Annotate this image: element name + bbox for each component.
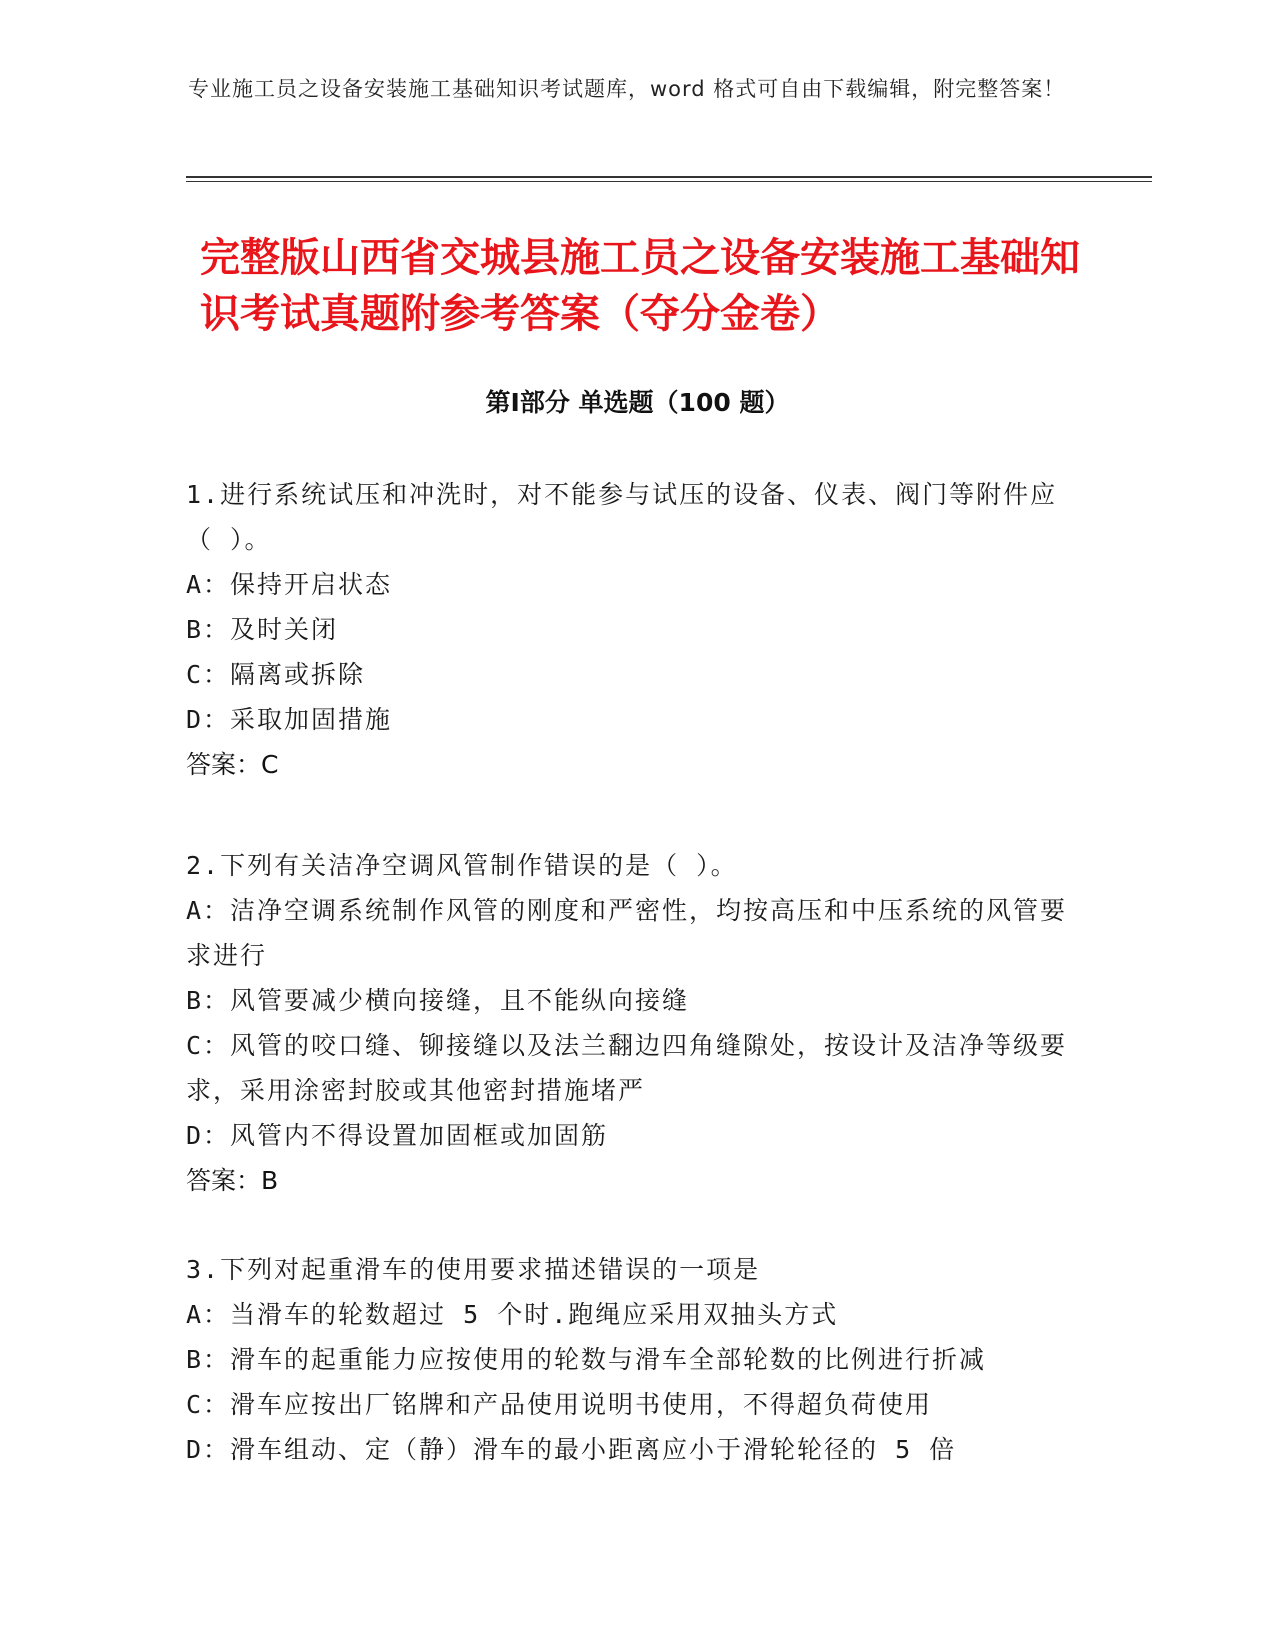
document-title: 完整版山西省交城县施工员之设备安装施工基础知识考试真题附参考答案（夺分金卷） — [200, 235, 1080, 337]
question-option-d: D：滑车组动、定（静）滑车的最小距离应小于滑轮轮径的 5 倍 — [186, 1435, 957, 1464]
question-stem: 2.下列有关洁净空调风管制作错误的是（ ）。 — [186, 851, 738, 880]
section-heading: 第Ⅰ部分 单选题（100 题） — [485, 388, 790, 417]
question-1 — [186, 472, 1076, 787]
question-option-d: D：风管内不得设置加固框或加固筋 — [186, 1121, 609, 1150]
question-option-a: A：当滑车的轮数超过 5 个时.跑绳应采用双抽头方式 — [186, 1300, 839, 1329]
question-answer: 答案：B — [186, 1166, 279, 1195]
question-stem: 3.下列对起重滑车的使用要求描述错误的一项是 — [186, 1255, 761, 1284]
header-note: 专业施工员之设备安装施工基础知识考试题库，word 格式可自由下载编辑，附完整答案！ — [188, 77, 1066, 101]
question-list — [186, 472, 1076, 1472]
question-option-b: B：风管要减少横向接缝，且不能纵向接缝 — [186, 986, 690, 1015]
question-option-a: A：洁净空调系统制作风管的刚度和严密性，均按高压和中压系统的风管要求进行 — [186, 896, 1068, 970]
header-divider-thin — [186, 181, 1152, 182]
question-option-a: A：保持开启状态 — [186, 570, 393, 599]
question-option-b: B：及时关闭 — [186, 615, 339, 644]
question-option-d: D：采取加固措施 — [186, 705, 393, 734]
question-option-c: C：隔离或拆除 — [186, 660, 366, 689]
question-stem: 1.进行系统试压和冲洗时，对不能参与试压的设备、仪表、阀门等附件应（ ）。 — [186, 480, 1058, 554]
question-option-c: C：滑车应按出厂铭牌和产品使用说明书使用，不得超负荷使用 — [186, 1390, 933, 1419]
question-answer: 答案：C — [186, 750, 279, 779]
question-option-c: C：风管的咬口缝、铆接缝以及法兰翻边四角缝隙处，按设计及洁净等级要求，采用涂密封胶或其他密封措施堵严 — [186, 1031, 1068, 1105]
header-divider — [186, 176, 1152, 178]
question-2 — [186, 843, 1076, 1203]
question-option-b: B：滑车的起重能力应按使用的轮数与滑车全部轮数的比例进行折减 — [186, 1345, 987, 1374]
question-3 — [186, 1247, 1076, 1472]
